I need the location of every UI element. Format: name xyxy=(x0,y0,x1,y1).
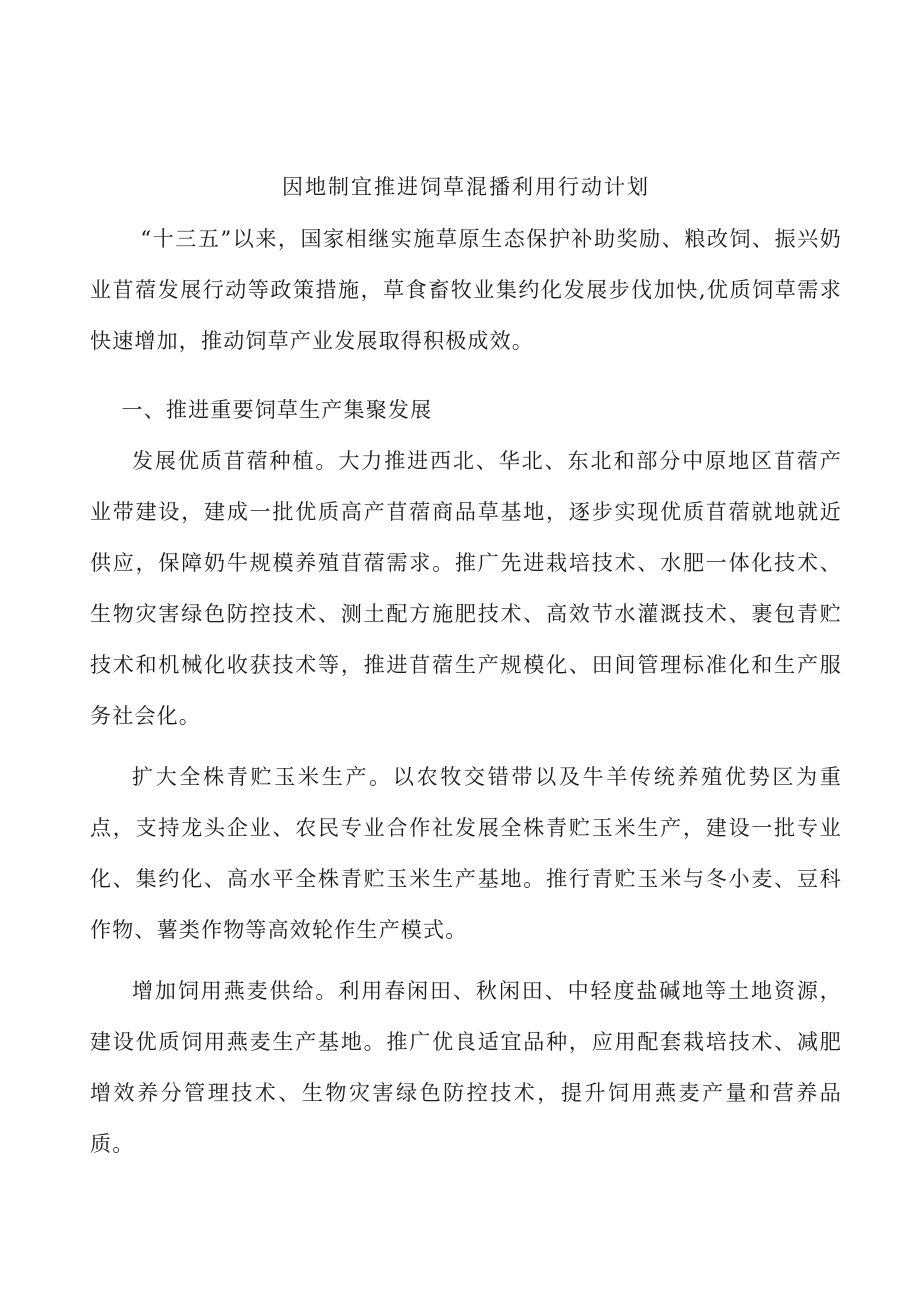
section-heading: 一、推进重要饲草生产集聚发展 xyxy=(121,398,433,422)
paragraph-oats: 增加饲用燕麦供给。利用春闲田、秋闲田、中轻度盐碱地等土地资源，建设优质饲用燕麦生产基地。推广优良适宜品种，应用配套栽培技术、减肥增效养分管理技术、生物灾害绿色防控技术，提升饲用燕麦产量和营养品质。 xyxy=(90,979,842,1156)
paragraph-silage-corn: 扩大全株青贮玉米生产。以农牧交错带以及牛羊传统养殖优势区为重点，支持龙头企业、农民专业合作社发展全株青贮玉米生产，建设一批专业化、集约化、高水平全株青贮玉米生产基地。推行青贮玉米与冬小麦、豆科作物、薯类作物等高效轮作生产模式。 xyxy=(90,765,842,942)
document-title: 因地制宜推进饲草混播利用行动计划 xyxy=(282,175,650,199)
document-body xyxy=(90,172,842,1170)
paragraph-alfalfa: 发展优质苜蓿种植。大力推进西北、华北、东北和部分中原地区苜蓿产业带建设，建成一批优质高产苜蓿商品草基地，逐步实现优质苜蓿就地就近供应，保障奶牛规模养殖苜蓿需求。推广先进栽培技术、水肥一体化技术、生物灾害绿色防控技术、测土配方施肥技术、高效节水灌溉技术、裹包青贮技术和机械化收获技术等，推进苜蓿生产规模化、田间管理标准化和生产服务社会化。 xyxy=(90,449,842,728)
intro-paragraph: “十三五”以来，国家相继实施草原生态保护补助奖励、粮改饲、振兴奶业苜蓿发展行动等政策措施，草食畜牧业集约化发展步伐加快,优质饲草需求快速增加，推动饲草产业发展取得积极成效。 xyxy=(90,227,842,353)
